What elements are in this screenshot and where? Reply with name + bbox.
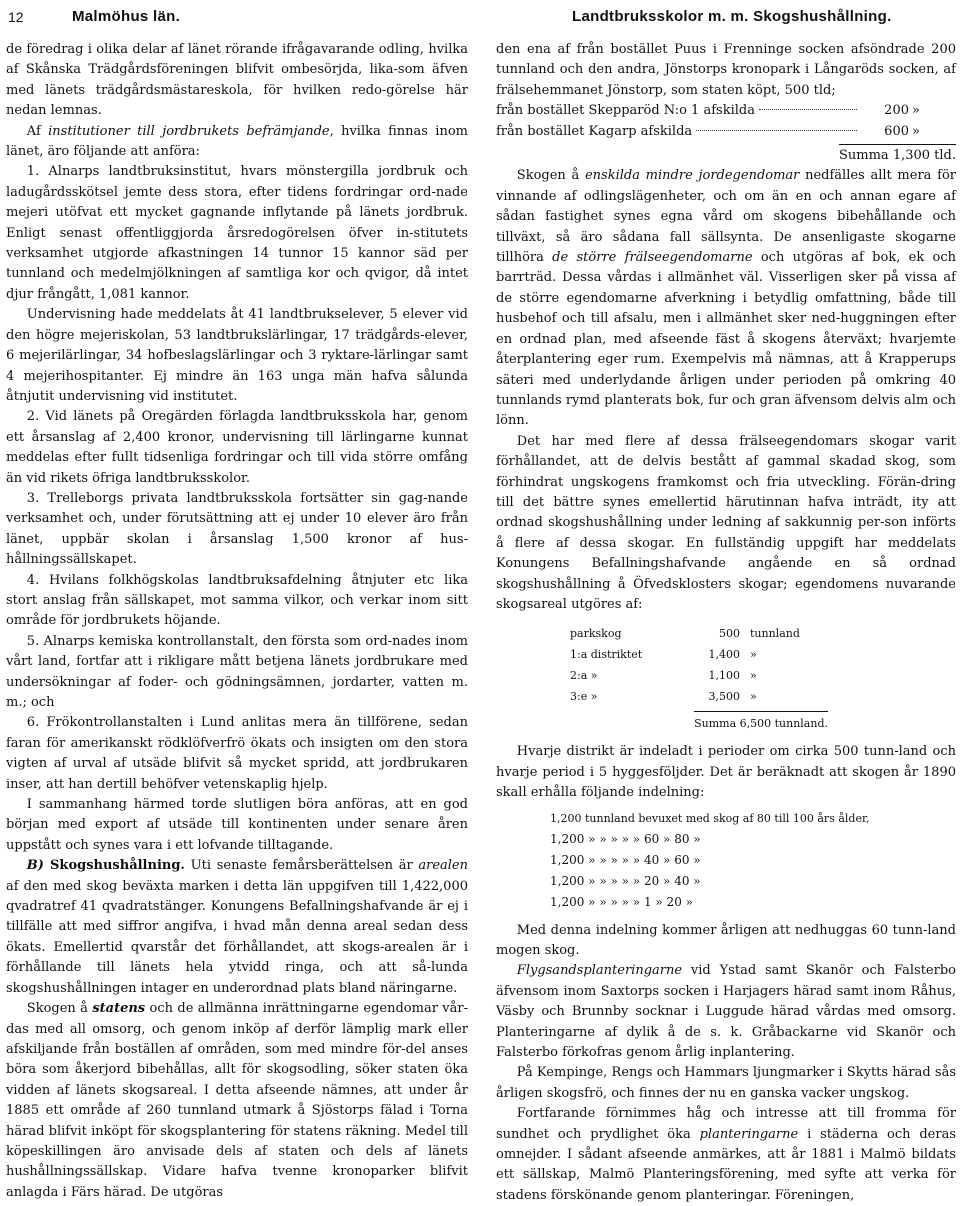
paragraph: I sammanhang härmed torde slutligen böra anföras, att en god början med export af utsäde till kontinenten under senare åren uppstått och synes vara i ett lofvande tilltagande. xyxy=(6,797,468,853)
paragraph-forestry: B) Skogshushållning. Uti senaste femårsberättelsen är arealen af den med skog beväxta marken i detta län uppgifven till 1,422,000 qvadratref 41 qvadratstänger. Konungens Befallningshafvande är ej i tillfälle att med siffror angifva, i hvad mån denna areal sedan dess ökats. Emellertid qvarstår det förhållandet, att skogs-arealen är i förhållande till länets hela ytvidd ringa, och att så-lunda skogshushållningen intager en underordnad plats bland näringarne. xyxy=(6,858,468,996)
felling-table xyxy=(550,808,956,913)
paragraph-institute-3: 3. Trelleborgs privata landtbruksskola fortsätter sin gag-nande verksamhet och, under förutsättning att ej under 10 elever äro från länet, uppbär skolan i årsanslag 1,500 kronor af hus-hållningssällskapet. xyxy=(6,490,468,568)
table-row: 3:e » 3,500 » xyxy=(570,690,757,704)
table-row: från bostället Kagarp afskilda 600 » xyxy=(496,123,920,139)
area-table xyxy=(496,101,956,166)
paragraph-institute-5: 5. Alnarps kemiska kontrollanstalt, den första som ord-nades inom vårt land, fortfar att i rikligare mått betjena länets jordbrukare med undersökningar af foder- och gödningsämnen, jordarter, vatten m. m.; och xyxy=(6,633,468,710)
header-right-title: Landtbruksskolor m. m. Skogshushållning. xyxy=(572,8,892,25)
table-row: 1,200 tunnland bevuxet med skog af 80 till 100 års ålder, xyxy=(550,811,870,825)
table-row: 1:a distriktet 1,400 » xyxy=(570,648,757,662)
page-number: 12 xyxy=(8,9,24,25)
table-row: från bostället Skepparöd N:o 1 afskilda 200 » xyxy=(496,103,920,119)
table-sum: Summa 1,300 tld. xyxy=(496,142,956,166)
table-sum: Summa 6,500 tunnland. xyxy=(570,711,828,734)
paragraph: Skogen å enskilda mindre jordegendomar nedfälles allt mera för vinnande af odlingslägenheter, och om än en och annan egare af sådan fastighet synes egna vård om skogens bibehållande och tillväxt, så äro sådana fall sällsynta. De ansenligaste skogarne tillhöra de större frälseegendomarne och utgöras af bok, ek och barrträd. Dessa vårdas i allmänhet väl. Visserligen sker på vissa af de större egendomarne afverkning i betydlig omfattning, både till husbehof och till afsalu, men i allmänhet sker ned-huggningen efter en ordnad plan, med afseende fäst å skogens återväxt; hvarjemte återplantering eger rum. Exempelvis må nämnas, att å Krapperups säteri med underlydande årligen under perioden på omkring 40 tunnlands rymd planterats bok, fur och gran äfvensom delvis alm och lönn. xyxy=(496,168,956,429)
paragraph: den ena af från bostället Puus i Frenninge socken afsöndrade 200 tunnland och den andra, Jönstorps kronopark i Långaröds socken, af frälsehemmanet Jönstorp, som staten köpt, 500 tld; xyxy=(496,42,956,98)
right-column xyxy=(496,40,956,1206)
table-row: 2:a » 1,100 » xyxy=(570,669,757,683)
paragraph-institute-1: 1. Alnarps landtbruksinstitut, hvars mönstergilla jordbruk och ladugårdsskötsel jemte dess stora, efter tidens fordringar ord-nade mejeri utöfvat ett mycket gagnande inflytande på länets jordbruk. Enligt senast offentliggjorda årsredogörelsen öfver in-stitutets verksamhet utgjorde afkastningen 14 tunnor 15 kannor säd per tunnland och medelmjölkningen af samtliga kor och qvigor, då intet djur frångått, 1,081 kannor. xyxy=(6,164,468,302)
table-row: parkskog 500 tunnland xyxy=(570,627,800,641)
table-row: 1,200 » » » » » 1 » 20 » xyxy=(550,894,693,909)
table-row: 1,200 » » » » » 20 » 40 » xyxy=(550,873,701,888)
table-row: 1,200 » » » » » 60 » 80 » xyxy=(550,831,701,846)
table-row: 1,200 » » » » » 40 » 60 » xyxy=(550,852,701,867)
left-column xyxy=(6,40,468,1203)
district-table xyxy=(570,623,956,734)
paragraph-institute-2: 2. Vid länets på Oregärden förlagda landtbruksskola har, genom ett årsanslag af 2,400 kronor, undervisning till lärlingarne kunnat meddelas efter fullt tidsenliga fordringar och till vida större omfång än vid rikets öfriga landtbruksskolor. xyxy=(6,409,468,486)
paragraph: Flygsandsplanteringarne vid Ystad samt Skanör och Falsterbo äfvensom inom Saxtorps socken i Harjagers härad samt inom Råhus, Väsby och Brunnby socknar i Luggude härad vårdas med omsorg. Planteringarne af dylik å de s. k. Gråbackarne vid Skanör och Falsterbo förkofras genom årlig inplantering. xyxy=(496,963,956,1061)
paragraph: Undervisning hade meddelats åt 41 landtbrukselever, 5 elever vid den högre mejeriskolan, 53 landtbrukslärlingar, 17 trädgårds-elever, 6 mejerilärlingar, 34 hofbeslagslärlingar och 3 ryktare-lärlingar samt 4 mejerihospitanter. Ej mindre än 163 unga män hafva sålunda åtnjutit undervisning vid institutet. xyxy=(6,307,468,404)
header-left-title: Malmöhus län. xyxy=(72,8,181,25)
paragraph: Af institutioner till jordbrukets befrämjande, hvilka finnas inom länet, äro följande att anföra: xyxy=(6,123,468,160)
paragraph-institute-4: 4. Hvilans folkhögskolas landtbruksafdelning åtnjuter etc lika stort anslag från sällskapet, mot samma vilkor, och verkar inom sitt område för jordbrukets höjande. xyxy=(6,572,468,629)
paragraph: Med denna indelning kommer årligen att nedhuggas 60 tunn-land mogen skog. xyxy=(496,922,956,958)
paragraph: de föredrag i olika delar af länet rörande ifrågavarande odling, hvilka af Skånska Trädgårdsföreningen blifvit ombesörjda, lika-som äfven med länets trädgårdsmästareskola, för hvilken redo-görelse här nedan lemnas. xyxy=(6,42,468,119)
paragraph-institute-6: 6. Frökontrollanstalten i Lund anlitas mera än tillförene, sedan faran för amerikanskt rödklöfverfrö ökats och insigten om den stora vigten af urval af utsäde blifvit så mycket spridd, att jordbrukaren inser, att han dertill behöfver vetenskaplig hjelp. xyxy=(6,715,468,792)
paragraph: På Kempinge, Rengs och Hammars ljungmarker i Skytts härad sås årligen skogsfrö, och finnes der nu en ganska vacker ungskog. xyxy=(496,1065,956,1101)
paragraph: Det har med flere af dessa frälseegendomars skogar varit förhållandet, att de delvis bestått af gammal skadad skog, som förhindrat ungskogens framkomst och fria utveckling. Förän-dring till det bättre synes emellertid härutinnan hafva inträdt, ity att ordnad skogshushållning under ledning af sakkunnig per-son införts å flere af dessa skogar. En fullständig uppgift har meddelats Konungens Befallningshafvande angående en så ordnad skogshushållning å Öfvedsklosters skogar; egendomens nuvarande skogsareal utgöres af: xyxy=(496,433,956,612)
paragraph: Fortfarande förnimmes håg och intresse att till fromma för sundhet och prydlighet öka planteringarne i städerna och deras omnejder. I sådant afseende anmärkes, att år 1881 i Malmö bildats ett sällskap, Malmö Planteringsförening, med syfte att verka för stadens förskönande genom planteringar. Föreningen, xyxy=(496,1106,956,1203)
running-header xyxy=(0,6,960,30)
paragraph: Hvarje distrikt är indeladt i perioder om cirka 500 tunn-land och hvarje period i 5 hyggesföljder. Det är beräknadt att skogen år 1890 skall erhålla följande indelning: xyxy=(496,744,956,801)
paragraph: Skogen å statens och de allmänna inrättningarne egendomar vår-das med all omsorg, och genom inköp af derför lämplig mark eller afskiljande från boställen af områden, som med mindre för-del anses böra som åkerjord bibehållas, allt för skogsodling, söker staten öka vidden af länets skogsareal. I detta afseende nämnes, att under år 1885 ett område af 260 tunnland utmark å Sjöstorps fälad i Torna härad blifvit inköpt för skogsplantering för statens räkning. Medel till köpeskillingen äro anvisade dels af staten och dels af länets hushållningssällskap. Vidare hafva tvenne kronoparker blifvit anlagda i Färs härad. De utgöras xyxy=(6,1001,468,1200)
